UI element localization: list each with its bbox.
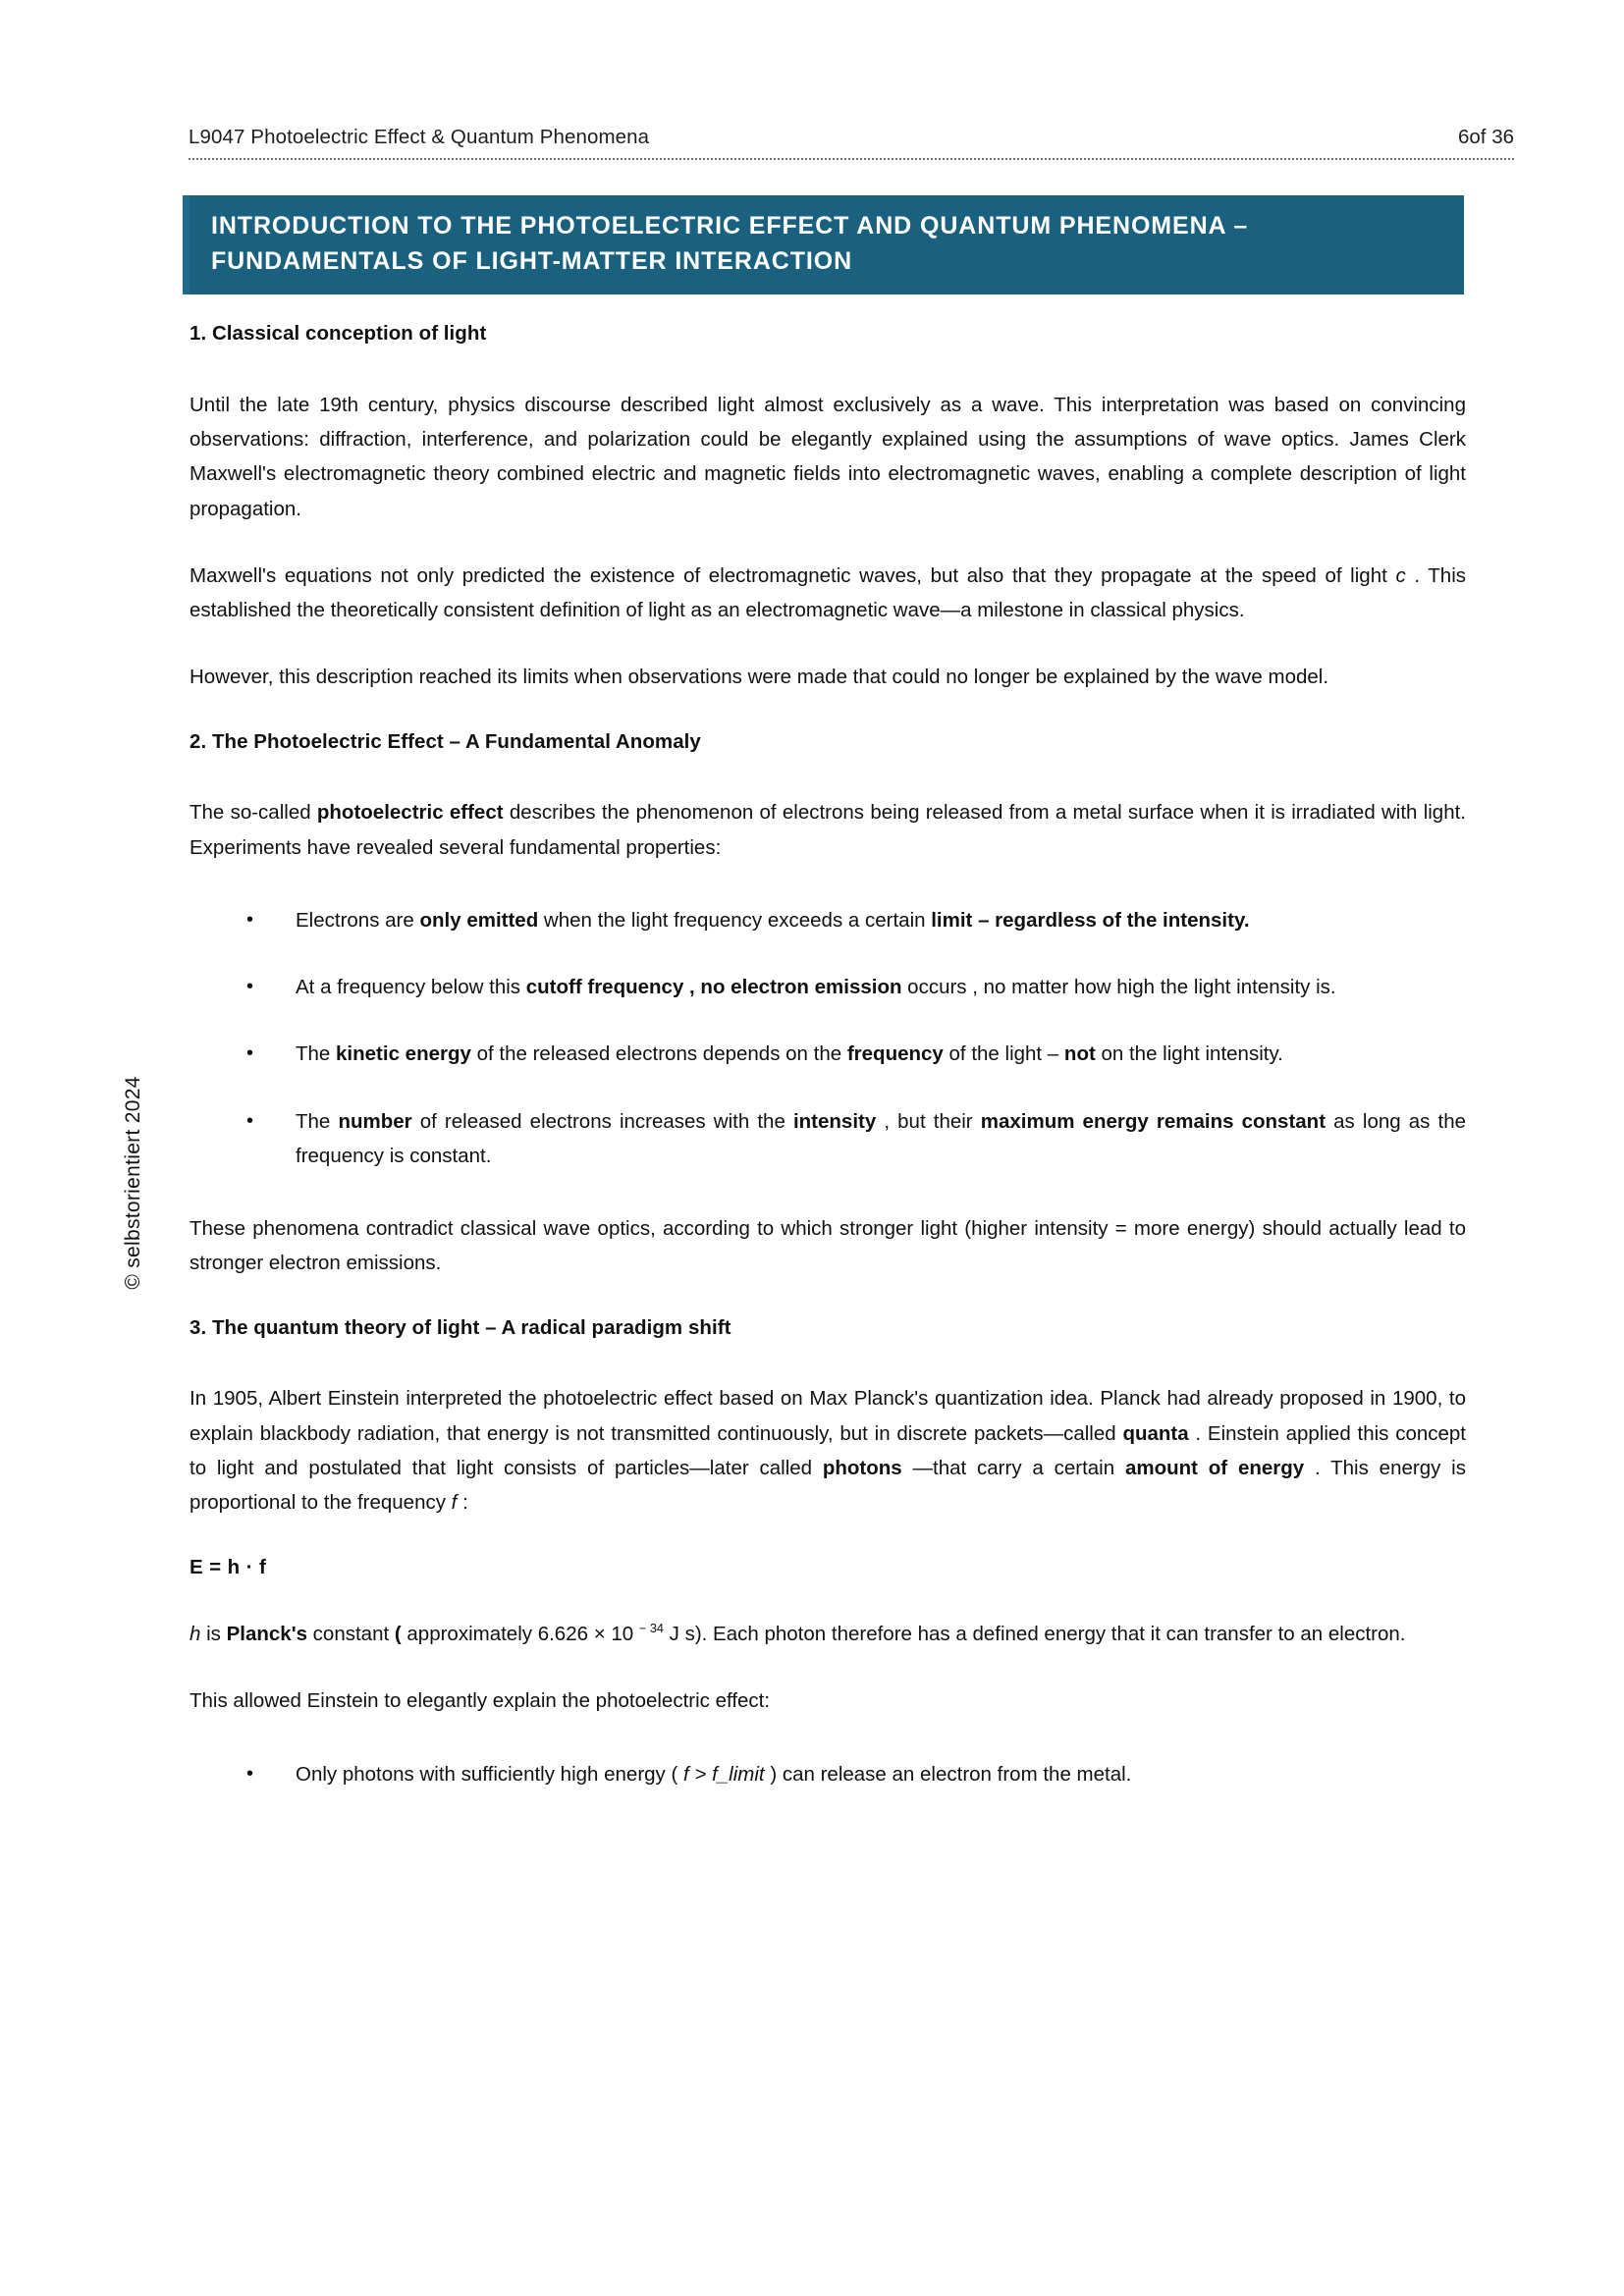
s3-p1-part-c: . Einstein applied this concept to light and postulated that light consists of particles—later called — [189, 1421, 1466, 1479]
term-plancks: Planck's — [226, 1623, 307, 1646]
exp-b1-part-a: Only photons with sufficiently high energy ( — [296, 1762, 684, 1786]
paragraph-s2-p1 — [189, 795, 1466, 865]
header-document-title: L9047 Photoelectric Effect & Quantum Phenomena — [189, 126, 650, 148]
s3-p2-part-g: J s). Each photon therefore has a defined energy that it can transfer to an electron. — [663, 1623, 1406, 1646]
term-photons: photons — [822, 1456, 902, 1479]
b3-part-e: of the light – — [943, 1042, 1064, 1066]
symbol-plancks-h: h — [189, 1623, 201, 1646]
list-item — [189, 903, 1466, 937]
s3-p1-part-e: —that carry a certain — [901, 1456, 1125, 1479]
paragraph-s3-p3: This allowed Einstein to elegantly explain the photoelectric effect: — [189, 1689, 771, 1713]
page-title: INTRODUCTION TO THE PHOTOELECTRIC EFFECT AND QUANTUM PHENOMENA – FUNDAMENTALS OF LIGHT-MATTER INTERACTION — [211, 212, 1249, 275]
list-item — [189, 970, 1466, 1004]
paragraph-s2-p2: These phenomena contradict classical wave optics, according to which stronger light (higher intensity = more energy) should actually lead to stronger electron emissions. — [189, 1217, 1466, 1275]
b2-part-a: At a frequency below this — [296, 976, 526, 998]
s1-p2-part-a: Maxwell's equations not only predicted the existence of electromagnetic waves, but also that they propagate at the speed of light — [189, 563, 1396, 587]
formula-photon-energy: E = h · f — [189, 1556, 267, 1579]
heading-section-2: 2. The Photoelectric Effect – A Fundamental Anomaly — [189, 729, 701, 753]
title-banner — [183, 195, 1464, 294]
paragraph-s3-p1 — [189, 1381, 1466, 1520]
b3-part-a: The — [296, 1042, 337, 1066]
s1-p2-part-b: . This established the theoretically consistent definition of light as an electromagnetic wave—a milestone in classical physics. — [189, 563, 1467, 621]
symbol-frequency: f — [451, 1491, 458, 1514]
s3-p1-part-i: : — [457, 1491, 468, 1514]
bullet-explanation-text — [296, 1763, 1131, 1786]
document-content — [189, 319, 1466, 1791]
b1-emph-only-emitted: only emitted — [419, 908, 539, 932]
paragraph-s1-p1: Until the late 19th century, physics discourse described light almost exclusively as a wave. This interpretation was based on convincing observations: diffraction, interference, and polarization could be elegantly explained using the assumptions of wave optics. James Clerk Maxwell's electromagnetic theory combined electric and magnetic fields into electromagnetic waves, enabling a complete description of light propagation. — [189, 393, 1466, 520]
list-item — [189, 1037, 1466, 1071]
page-header — [189, 126, 1514, 160]
b2-part-c: occurs , no matter how high the light intensity is. — [901, 976, 1336, 998]
term-photoelectric-effect: photoelectric effect — [316, 801, 504, 825]
b3-part-g: on the light intensity. — [1095, 1042, 1283, 1066]
paragraph-s3-p2 — [189, 1617, 1466, 1651]
paragraph-s1-p3: However, this description reached its limits when observations were made that could no longer be explained by the wave model. — [189, 666, 1329, 689]
b4-part-a: The — [296, 1109, 339, 1133]
header-page-number: 6of 36 — [1458, 126, 1514, 148]
b4-emph-max-energy: maximum energy remains constant — [980, 1109, 1326, 1133]
b4-emph-intensity: intensity — [792, 1109, 877, 1133]
b3-part-c: of the released electrons depends on the — [470, 1042, 847, 1066]
s2-p1-part-c: describes the phenomenon of electrons being released from a metal surface when it is irradiated with light. Experiments have revealed several fundamental properties: — [189, 801, 1466, 859]
copyright-notice: © selbstorientiert 2024 — [122, 1076, 144, 1290]
heading-section-3: 3. The quantum theory of light – A radical paradigm shift — [189, 1315, 731, 1339]
s3-p1-part-g: . This energy is proportional to the frequency — [189, 1456, 1466, 1514]
b2-emph-cutoff-frequency: cutoff frequency , no electron emission — [525, 976, 902, 998]
bullet-icon: • — [246, 1762, 254, 1785]
b3-emph-frequency: frequency — [846, 1042, 944, 1066]
b4-part-e: , but their — [876, 1109, 981, 1133]
paragraph-s1-p2 — [189, 559, 1466, 628]
bullet-icon: • — [246, 908, 254, 931]
s3-p2-part-b: is — [200, 1623, 227, 1646]
heading-section-1: 1. Classical conception of light — [189, 322, 487, 345]
bullet-1-text — [296, 909, 1250, 932]
bullet-4-text — [296, 1110, 1466, 1167]
bullet-icon: • — [246, 976, 254, 997]
b4-part-g: as long as the frequency is constant. — [296, 1109, 1466, 1167]
exp-b1-part-c: ) can release an electron from the metal. — [764, 1762, 1132, 1786]
list-item — [189, 1104, 1466, 1174]
s3-p2-open-paren: ( — [394, 1623, 402, 1646]
b1-part-c: when the light frequency exceeds a certain — [538, 908, 932, 932]
bullet-icon: • — [246, 1042, 254, 1065]
condition-f-greater-than-f-limit: f > f_limit — [683, 1762, 765, 1786]
exponent-minus-34: − 34 — [638, 1621, 664, 1636]
b1-emph-limit: limit – regardless of the intensity. — [931, 908, 1250, 932]
bullet-list-properties — [189, 903, 1466, 1173]
b1-part-a: Electrons are — [296, 908, 420, 932]
b3-emph-not: not — [1063, 1042, 1096, 1066]
bullet-icon: • — [246, 1109, 254, 1132]
symbol-speed-of-light: c — [1395, 563, 1406, 587]
term-amount-of-energy: amount of energy — [1124, 1456, 1305, 1479]
bullet-2-text — [296, 976, 1336, 998]
b4-emph-number: number — [338, 1109, 412, 1133]
list-item — [189, 1757, 1466, 1791]
bullet-list-explanation — [189, 1757, 1466, 1791]
s3-p1-part-a: In 1905, Albert Einstein interpreted the photoelectric effect based on Max Planck's quantization idea. Planck had already proposed in 1900, to explain blackbody radiation, that energy is not transmitted continuously, but in discrete packets—called — [189, 1387, 1466, 1445]
b3-emph-kinetic-energy: kinetic energy — [336, 1042, 471, 1066]
s3-p2-part-f: approximately 6.626 × 10 — [401, 1623, 639, 1646]
s3-p2-part-d: constant — [306, 1623, 395, 1646]
term-quanta: quanta — [1122, 1421, 1189, 1445]
bullet-3-text — [296, 1042, 1283, 1065]
b4-part-c: of released electrons increases with the — [411, 1109, 793, 1133]
s2-p1-part-a: The so-called — [189, 801, 317, 825]
